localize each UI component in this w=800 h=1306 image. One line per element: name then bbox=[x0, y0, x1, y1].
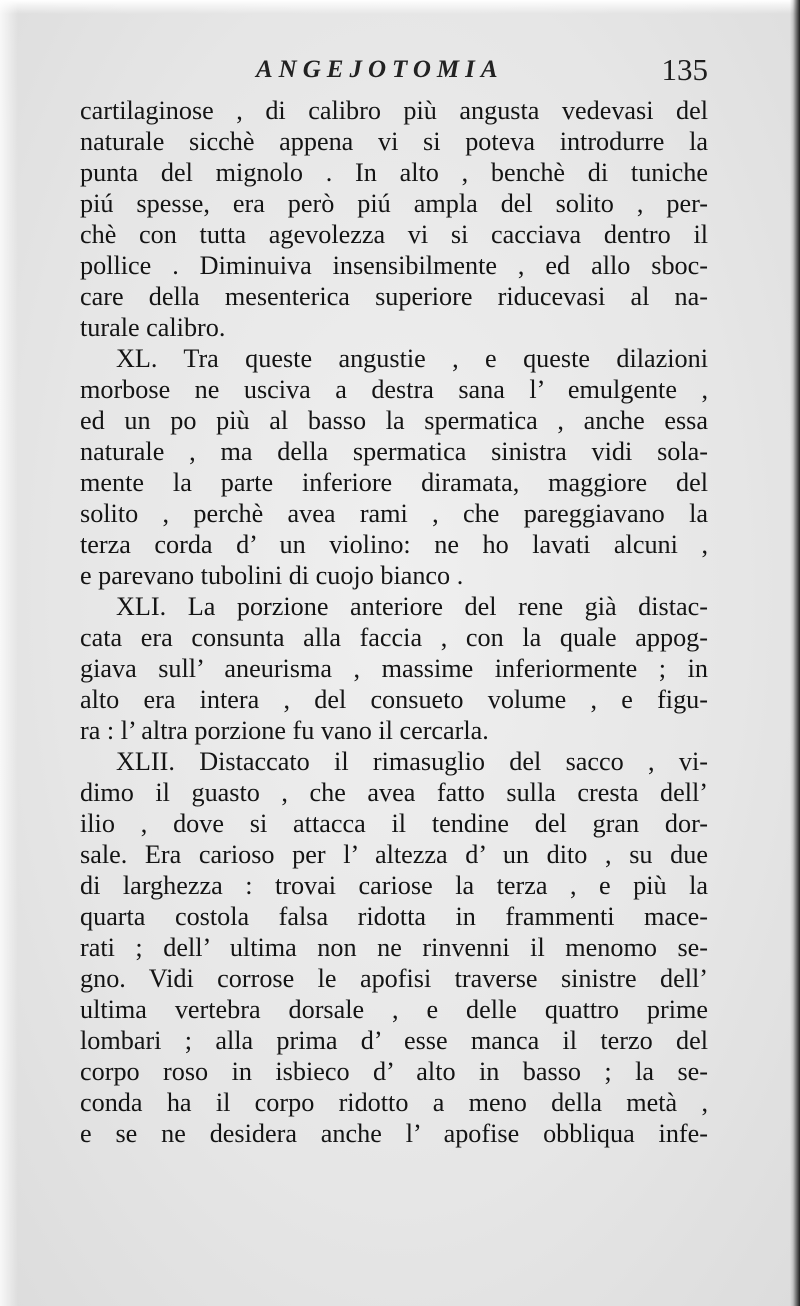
text-line: alto era intera , del consueto volume , e figu- bbox=[80, 685, 708, 714]
text-line: care della mesenterica superiore riducevasi al na- bbox=[80, 282, 708, 311]
text-line: naturale sicchè appena vi si poteva introdurre la bbox=[80, 127, 708, 156]
text-line: pollice . Diminuiva insensibilmente , ed allo sboc- bbox=[80, 251, 708, 280]
text-line: sale. Era carioso per l’ altezza d’ un dito , su due bbox=[80, 840, 708, 869]
page-edge-top bbox=[0, 0, 800, 14]
text-line: di larghezza : trovai cariose la terza , e più la bbox=[80, 871, 708, 900]
text-line: conda ha il corpo ridotto a meno della metà , bbox=[80, 1088, 708, 1117]
text-line: corpo roso in isbieco d’ alto in basso ; la se- bbox=[80, 1057, 708, 1086]
text-line: gno. Vidi corrose le apofisi traverse sinistre dell’ bbox=[80, 964, 708, 993]
text-line: piú spesse, era però piú ampla del solito , per- bbox=[80, 189, 708, 218]
running-head: ANGEJOTOMIA bbox=[256, 56, 504, 83]
text-line: terza corda d’ un violino: ne ho lavati alcuni , bbox=[80, 530, 708, 559]
page-edge-left bbox=[0, 0, 18, 1306]
section-xlii-first-line: XLII. Distaccato il rimasuglio del sacco , vi- bbox=[116, 747, 708, 776]
text-line: cata era consunta alla faccia , con la quale appog- bbox=[80, 623, 708, 652]
text-line: giava sull’ aneurisma , massime inferiormente ; in bbox=[80, 654, 708, 683]
text-line: chè con tutta agevolezza vi si cacciava dentro il bbox=[80, 220, 708, 249]
text-line: e parevano tubolini di cuojo bianco . bbox=[80, 561, 464, 590]
text-line: rati ; dell’ ultima non ne rinvenni il menomo se- bbox=[80, 933, 708, 962]
page-edge-right bbox=[790, 0, 800, 1306]
text-line: morbose ne usciva a destra sana l’ emulgente , bbox=[80, 375, 708, 404]
text-line: ra : l’ altra porzione fu vano il cercarla. bbox=[80, 716, 489, 745]
section-xl-first-line: XL. Tra queste angustie , e queste dilazioni bbox=[116, 344, 708, 373]
body-text bbox=[80, 95, 708, 1149]
page-header bbox=[80, 50, 708, 90]
text-line: punta del mignolo . In alto , benchè di tuniche bbox=[80, 158, 708, 187]
page-number: 135 bbox=[661, 52, 708, 87]
text-line: e se ne desidera anche l’ apofise obbliqua infe- bbox=[80, 1119, 708, 1148]
text-line: mente la parte inferiore diramata, maggiore del bbox=[80, 468, 708, 497]
text-line: naturale , ma della spermatica sinistra vidi sola- bbox=[80, 437, 708, 466]
text-line: cartilaginose , di calibro più angusta vedevasi del bbox=[80, 96, 708, 125]
text-line: solito , perchè avea rami , che pareggiavano la bbox=[80, 499, 708, 528]
text-line: turale calibro. bbox=[80, 313, 226, 342]
section-xli-first-line: XLI. La porzione anteriore del rene già distac- bbox=[116, 592, 708, 621]
text-line: ilio , dove si attacca il tendine del gran dor- bbox=[80, 809, 708, 838]
text-line: ed un po più al basso la spermatica , anche essa bbox=[80, 406, 708, 435]
text-line: lombari ; alla prima d’ esse manca il terzo del bbox=[80, 1026, 708, 1055]
text-line: quarta costola falsa ridotta in frammenti mace- bbox=[80, 902, 708, 931]
text-line: ultima vertebra dorsale , e delle quattro prime bbox=[80, 995, 708, 1024]
text-line: dimo il guasto , che avea fatto sulla cresta dell’ bbox=[80, 778, 708, 807]
